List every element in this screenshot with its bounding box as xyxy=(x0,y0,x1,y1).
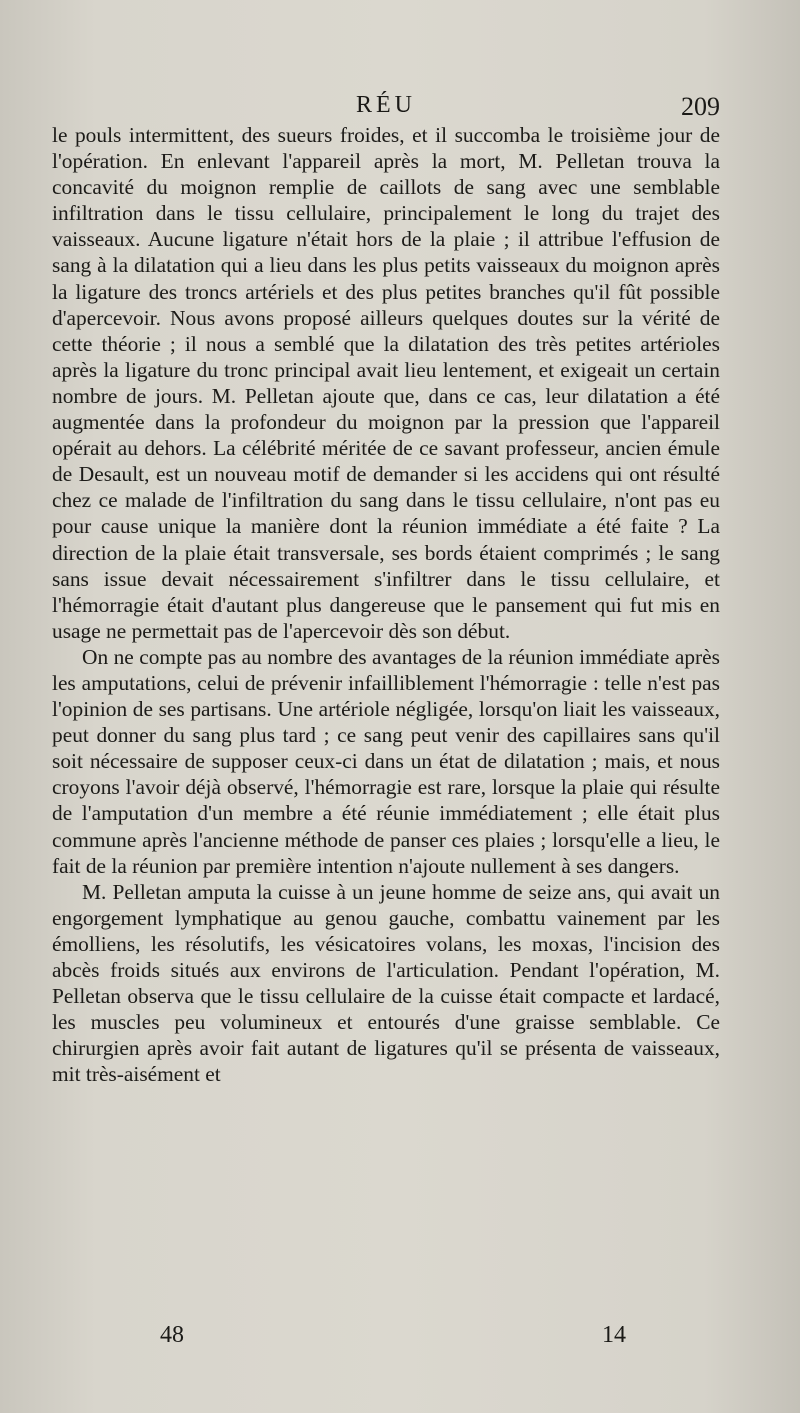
paragraph: On ne compte pas au nombre des avantages de la réunion immédiate après les amputations, celui de prévenir infailliblement l'hémorragie : telle n'est pas l'opinion de ses partisans. Une artériole négligée, lorsqu'on liait les vaisseaux, peut donner du sang plus tard ; ce sang peut venir des capillaires sans qu'il soit nécessaire de supposer ceux-ci dans un état de dilatation ; mais, et nous croyons l'avoir déjà observé, l'hémorragie est rare, lorsque la plaie qui résulte de l'amputation d'un membre a été réunie immédiatement ; elle était plus commune après l'ancienne méthode de panser ces plaies ; lorsqu'elle a lieu, le fait de la réunion par première intention n'ajoute nullement à ses dangers. xyxy=(52,644,720,878)
sheet-number: 14 xyxy=(602,1322,626,1348)
body-text xyxy=(52,122,720,1087)
paragraph-continued: le pouls intermittent, des sueurs froides, et il succomba le troisième jour de l'opération. En enlevant l'appareil après la mort, M. Pelletan trouva la concavité du moignon remplie de caillots de sang avec une semblable infiltration dans le tissu cellulaire, principalement le long du trajet des vaisseaux. Aucune ligature n'était hors de la plaie ; il attribue l'effusion de sang à la dilatation qui a lieu dans les plus petits vaisseaux du moignon après la ligature des troncs artériels et des plus petites branches qu'il fût possible d'apercevoir. Nous avons proposé ailleurs quelques doutes sur la vérité de cette théorie ; il nous a semblé que la dilatation des très petites artérioles après la ligature du tronc principal avait lieu lentement, et exigeait un certain nombre de jours. M. Pelletan ajoute que, dans ce cas, leur dilatation a été augmentée dans la profondeur du moignon par la pression que l'appareil opérait au dehors. La célébrité méritée de ce savant professeur, ancien émule de Desault, est un nouveau motif de demander si les accidens qui ont résulté chez ce malade de l'infiltration du sang dans le tissu cellulaire, n'ont pas eu pour cause unique la manière dont la réunion immédiate a été faite ? La direction de la plaie était transversale, ses bords étaient comprimés ; le sang sans issue devait nécessairement s'infiltrer dans le tissu cellulaire, et l'hémorragie était d'autant plus dangereuse que le pansement qui fut mis en usage ne permettait pas de l'apercevoir dès son début. xyxy=(52,123,720,643)
page-number: 209 xyxy=(681,92,720,121)
paragraph: M. Pelletan amputa la cuisse à un jeune homme de seize ans, qui avait un engorgement lymphatique au genou gauche, combattu vainement par les émolliens, les résolutifs, les vésicatoires volans, les moxas, l'incision des abcès froids situés aux environs de l'articulation. Pendant l'opération, M. Pelletan observa que le tissu cellulaire de la cuisse était compacte et lardacé, les muscles peu volumineux et entourés d'une graisse semblable. Ce chirurgien après avoir fait autant de ligatures qu'il se présenta de vaisseaux, mit très-aisément et xyxy=(52,879,720,1087)
running-head: RÉU xyxy=(356,92,416,118)
signature-mark: 48 xyxy=(160,1322,184,1348)
page-footer xyxy=(52,1322,720,1352)
page-header xyxy=(52,92,720,124)
